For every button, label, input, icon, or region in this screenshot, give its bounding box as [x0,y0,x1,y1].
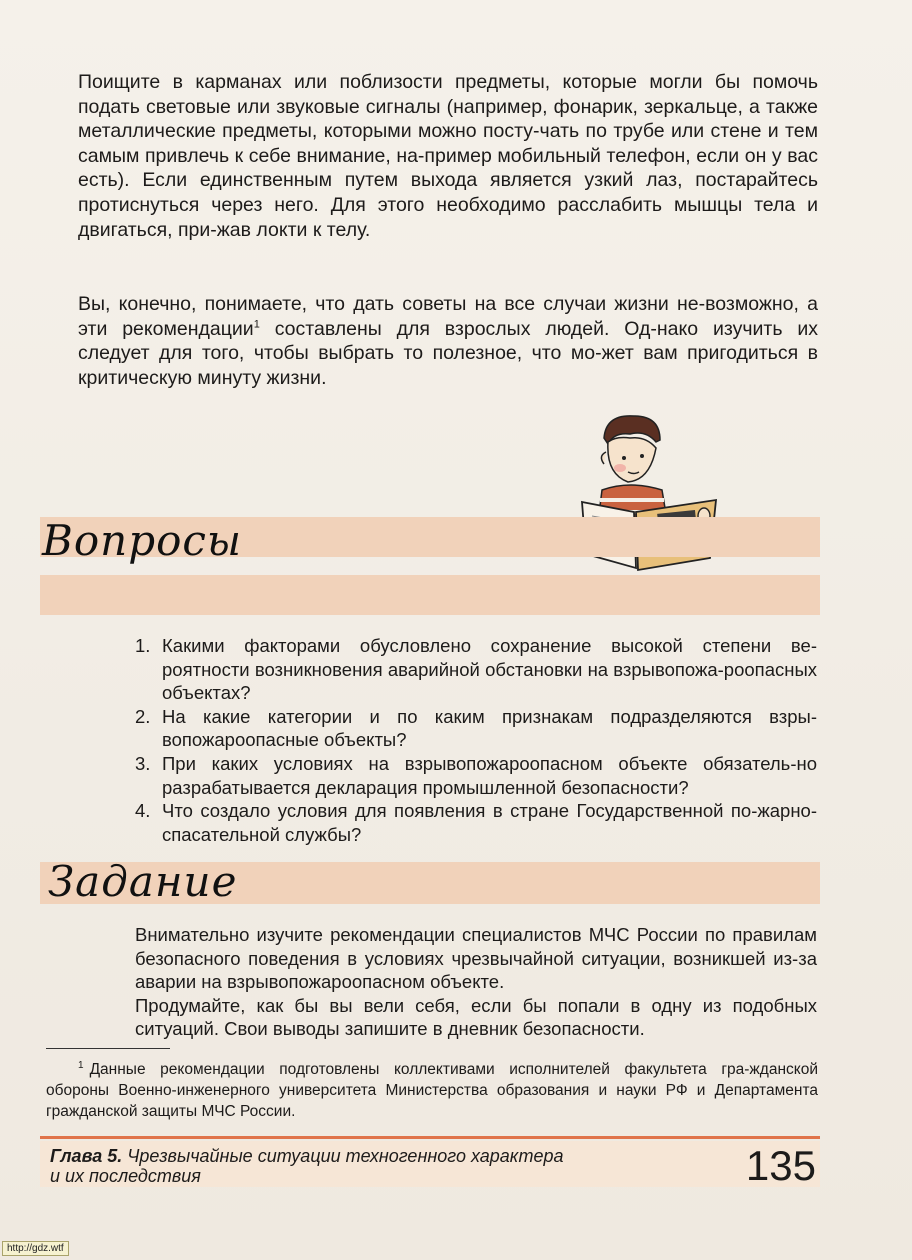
paragraph-2-part-2: составлены для взрослых людей. Од-нако изучить их следует для того, чтобы выбрать то полезное, что мо-жет вам пригодиться в критическую минуту жизни. [78,317,818,389]
footnote [46,1055,818,1122]
chapter-title-line-2: и их последствия [50,1166,201,1186]
footnote-text: Данные рекомендации подготовлены коллективами исполнителей факультета гра-жданской обороны Военно-инженерного университета Министерства образования и науки РФ и Департамента гражданской защиты МЧС России. [46,1061,818,1121]
question-number: 3. [135,752,151,774]
task-body [135,923,817,1041]
paragraph-2 [78,292,818,390]
question-item [135,634,817,705]
chapter-title-line-1: Чрезвычайные ситуации техногенного характера [127,1146,564,1166]
questions-title: Вопросы [42,516,243,565]
task-text-1: Внимательно изучите рекомендации специалистов МЧС России по правилам безопасного поведения в условиях чрезвычайной ситуации, возникшей из-за аварии на взрывопожароопасном объекте. [135,924,817,993]
paragraph-1: Поищите в карманах или поблизости предметы, которые могли бы помочь подать световые или звуковые сигналы (например, фонарик, зеркальце, а также металлические предметы, которыми можно посту-чать по трубе или стене и тем самым привлечь к себе внимание, на-пример мобильный телефон, если он у вас есть). Если единственным путем выхода является узкий лаз, постарайтесь протиснуться через него. Для этого необходимо расслабить мышцы тела и двигаться, при-жав локти к телу. [78,71,818,241]
footer-divider [40,1136,820,1139]
question-text: Что создало условия для появления в стране Государственной по-жарно-спасательной службы? [162,800,817,845]
task-title: Задание [48,857,238,906]
task-text-2: Продумайте, как бы вы вели себя, если бы попали в одну из подобных ситуаций. Свои выводы запишите в дневник безопасности. [135,994,817,1040]
question-item [135,752,817,799]
footnote-reference: 1 [253,318,260,331]
questions-list [135,634,817,846]
chapter-label: Глава 5. [50,1146,123,1166]
chapter-heading [50,1146,690,1186]
question-number: 1. [135,635,151,656]
question-text: На какие категории и по каким признакам подразделяются взры-вопожароопасные объекты? [162,705,817,751]
paragraph-2-part-1: Вы, конечно, понимаете, что дать советы на все случаи жизни не-возможно, а эти рекомендации [78,293,818,340]
footnote-mark: 1 [78,1060,84,1071]
questions-decor-band [40,575,820,615]
question-number: 2. [135,705,151,727]
watermark-link[interactable]: http://gdz.wtf [2,1241,69,1256]
question-text: При каких условиях на взрывопожароопасном объекте обязатель-но разрабатывается декларация промышленной безопасности? [162,752,817,798]
question-number: 4. [135,800,151,822]
question-text: Какими факторами обусловлено сохранение высокой степени ве-роятности возникновения аварийной обстановки на взрывопожа-роопасных объектах? [162,635,817,704]
page-number: 135 [745,1142,816,1189]
footnote-divider [46,1048,170,1049]
question-item [135,705,817,752]
question-item [135,799,817,846]
